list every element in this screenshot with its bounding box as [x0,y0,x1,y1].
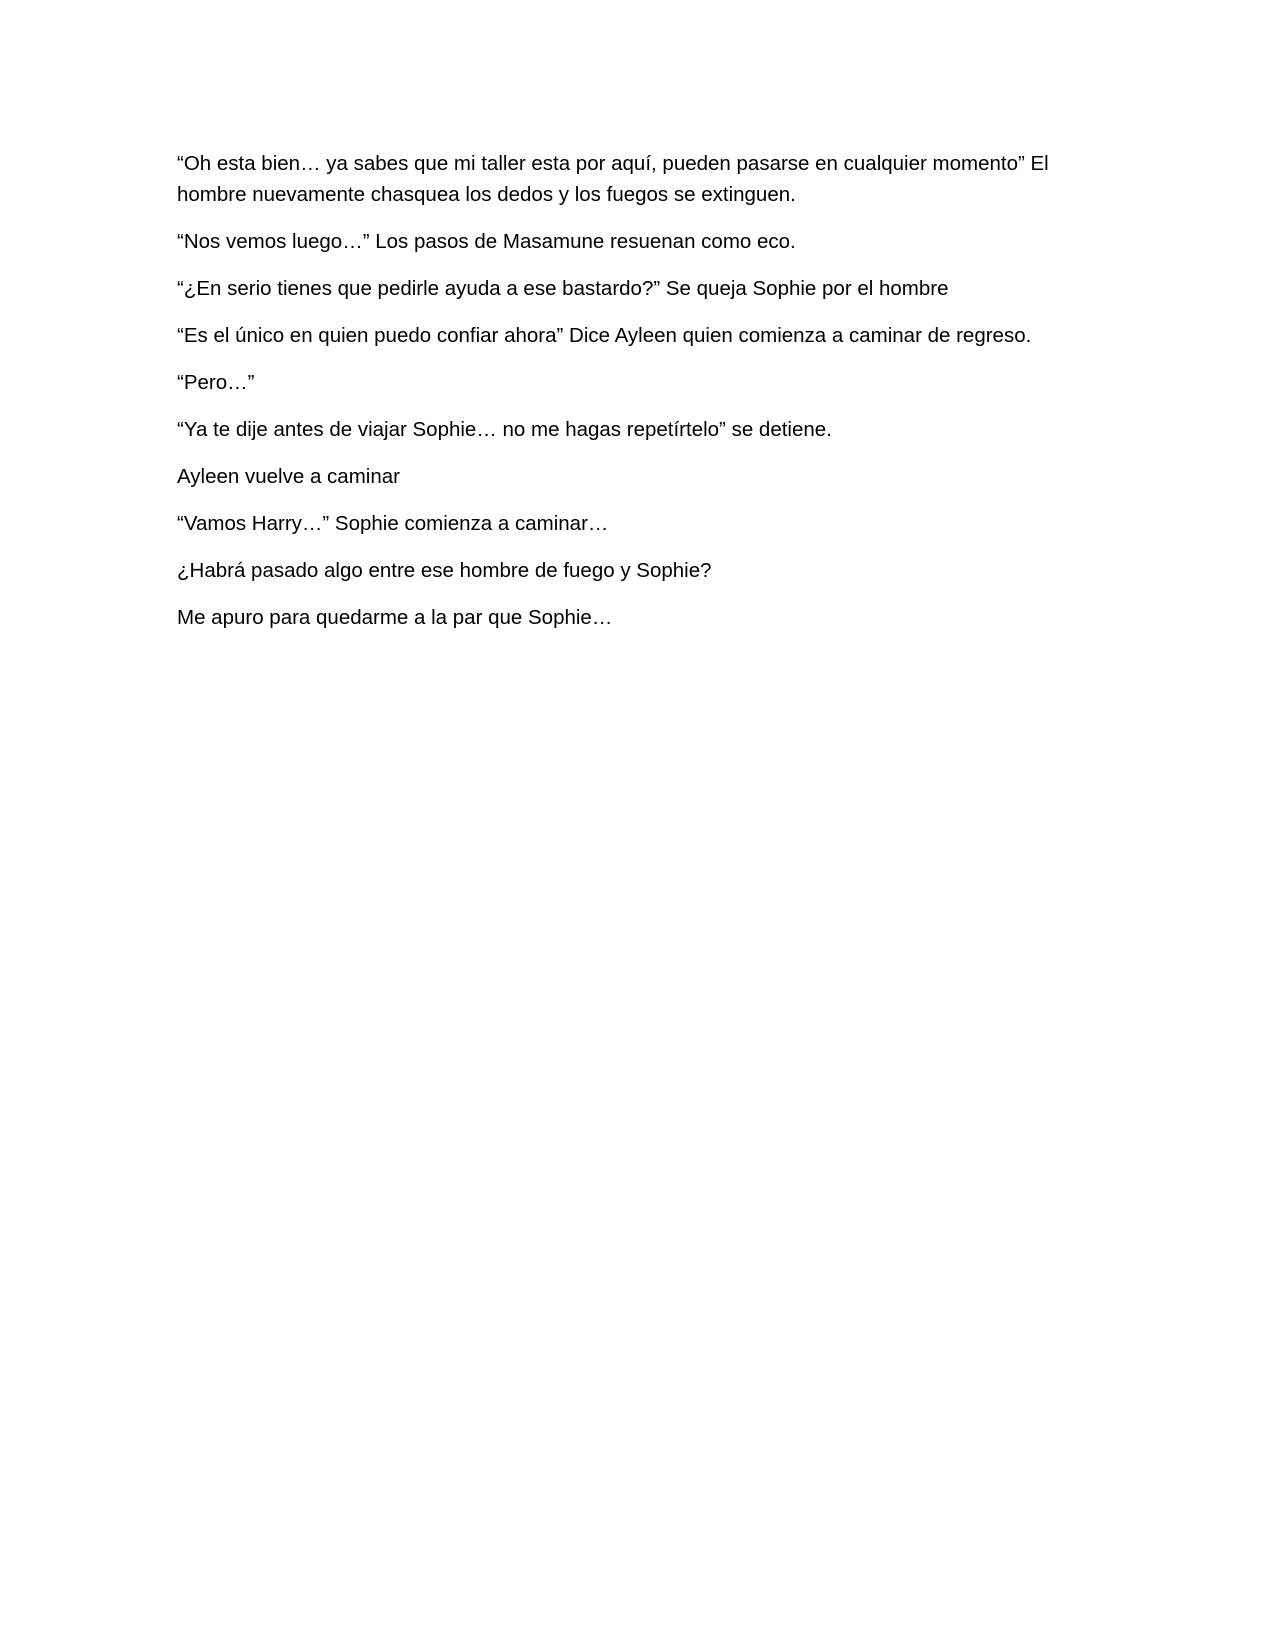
paragraph: Ayleen vuelve a caminar [177,465,400,488]
paragraph: “¿En serio tienes que pedirle ayuda a ese bastardo?” Se queja Sophie por el hombre [177,277,949,300]
paragraph: Me apuro para quedarme a la par que Sophie… [177,606,613,629]
paragraph: “Nos vemos luego…” Los pasos de Masamune resuenan como eco. [177,230,796,253]
document-body [177,148,1087,649]
paragraph: “Ya te dije antes de viajar Sophie… no me hagas repetírtelo” se detiene. [177,418,832,441]
paragraph: “Oh esta bien… ya sabes que mi taller esta por aquí, pueden pasarse en cualquier momento” El hombre nuevamente chasquea los dedos y los fuegos se extinguen. [177,152,1049,206]
paragraph: ¿Habrá pasado algo entre ese hombre de fuego y Sophie? [177,559,712,582]
paragraph: “Vamos Harry…” Sophie comienza a caminar… [177,512,609,535]
paragraph: “Pero…” [177,371,255,394]
paragraph: “Es el único en quien puedo confiar ahora” Dice Ayleen quien comienza a caminar de regreso. [177,324,1032,347]
